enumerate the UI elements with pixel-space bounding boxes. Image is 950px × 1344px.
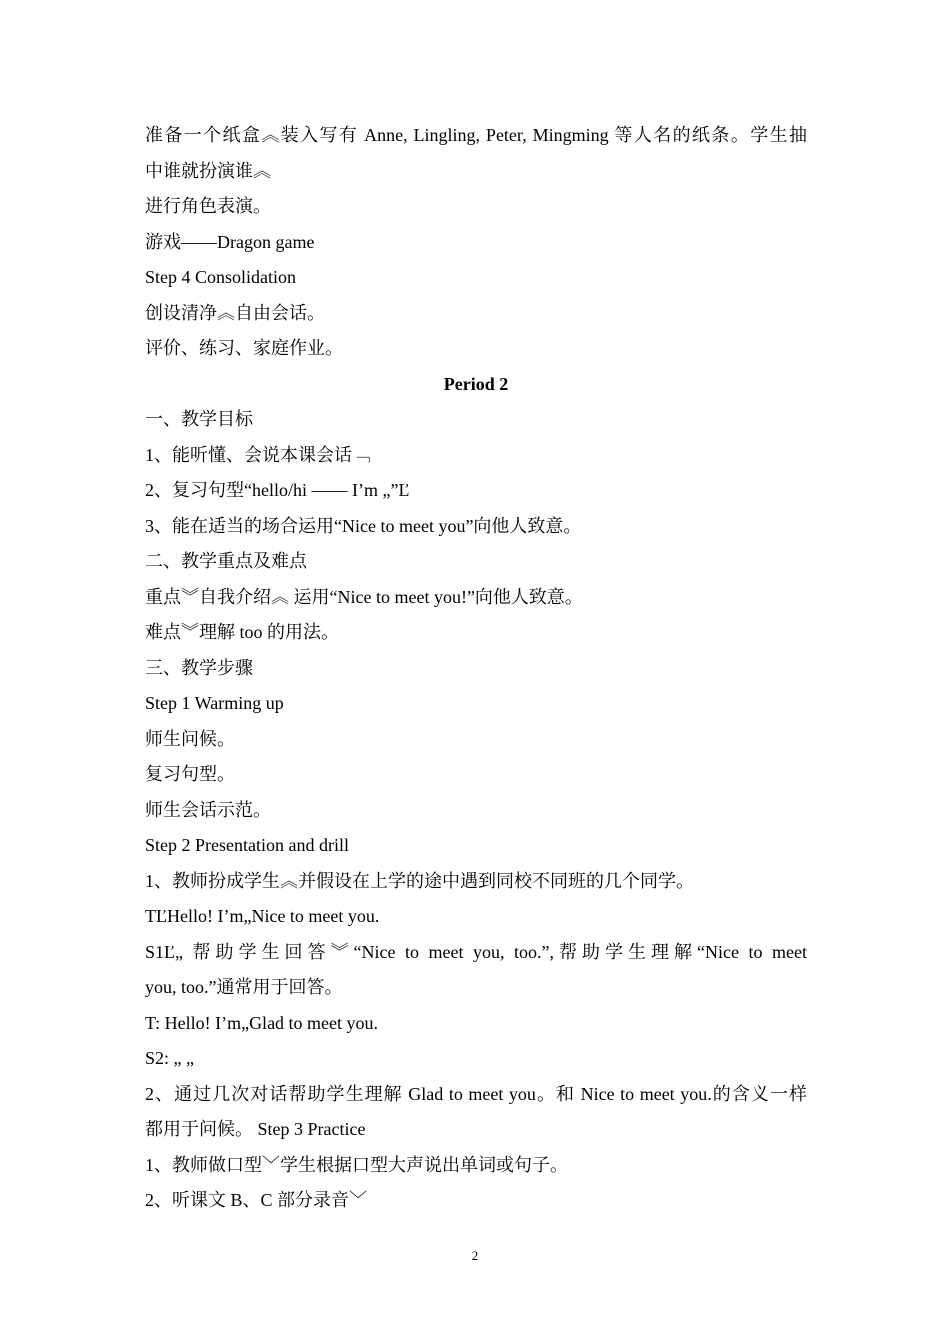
text-line: S1Ľ„ 帮助学生回答︾“Nice to meet you, too.”,帮助学生理解“Nice to meet: [145, 941, 807, 962]
section-step-heading: Step 1 Warming up: [145, 693, 284, 713]
text-line: 2、听课文 B、C 部分录音﹀: [145, 1190, 368, 1210]
section-step-heading: Step 4 Consolidation: [145, 267, 297, 287]
text-line: 准备一个纸盒︽装入写有 Anne, Lingling, Peter, Mingming 等人名的纸条。学生抽: [145, 125, 807, 145]
text-line: 评价、练习、家庭作业。: [145, 338, 343, 358]
text-line: 游戏——Dragon game: [145, 231, 315, 252]
text-line: 2、复习句型“hello/hi —— I’m „”Ľ: [145, 480, 410, 500]
text-line: 创设清净︽自由会话。: [145, 302, 325, 323]
section-heading: 一、教学目标: [145, 409, 253, 429]
text-line: 师生问候。: [145, 728, 235, 749]
text-line: T: Hello! I’m„Glad to meet you.: [145, 1012, 379, 1033]
period-heading: Period 2: [443, 373, 509, 394]
text-line: TĽHello! I’m„Nice to meet you.: [145, 906, 380, 926]
section-heading: 二、教学重点及难点: [145, 551, 307, 571]
text-line: you, too.”通常用于回答。: [145, 977, 343, 997]
text-line: 1、能听懂、会说本课会话﹁: [145, 444, 370, 465]
text-line: 师生会话示范。: [145, 799, 271, 820]
text-line: 中谁就扮演谁︽: [145, 160, 271, 181]
text-line: 复习句型。: [145, 764, 235, 784]
text-line: 3、能在适当的场合运用“Nice to meet you”向他人致意。: [145, 515, 582, 536]
text-line: 1、教师做口型﹀学生根据口型大声说出单词或句子。: [145, 1154, 568, 1175]
text-line: 都用于问候。 Step 3 Practice: [145, 1119, 366, 1139]
text-line: 2、通过几次对话帮助学生理解 Glad to meet you。和 Nice to meet you.的含义一样: [145, 1083, 807, 1104]
text-line: 进行角色表演。: [145, 196, 271, 216]
text-line: 重点︾自我介绍︽ 运用“Nice to meet you!”向他人致意。: [145, 586, 583, 607]
page-number: 2: [471, 1248, 479, 1263]
text-line: 难点︾理解 too 的用法。: [145, 622, 340, 642]
document-body: [145, 118, 807, 1219]
section-heading: 三、教学步骤: [145, 657, 253, 678]
text-line: 1、教师扮成学生︽并假设在上学的途中遇到同校不同班的几个同学。: [145, 870, 694, 891]
section-step-heading: Step 2 Presentation and drill: [145, 835, 349, 855]
text-line: S2: „ „: [145, 1048, 194, 1068]
